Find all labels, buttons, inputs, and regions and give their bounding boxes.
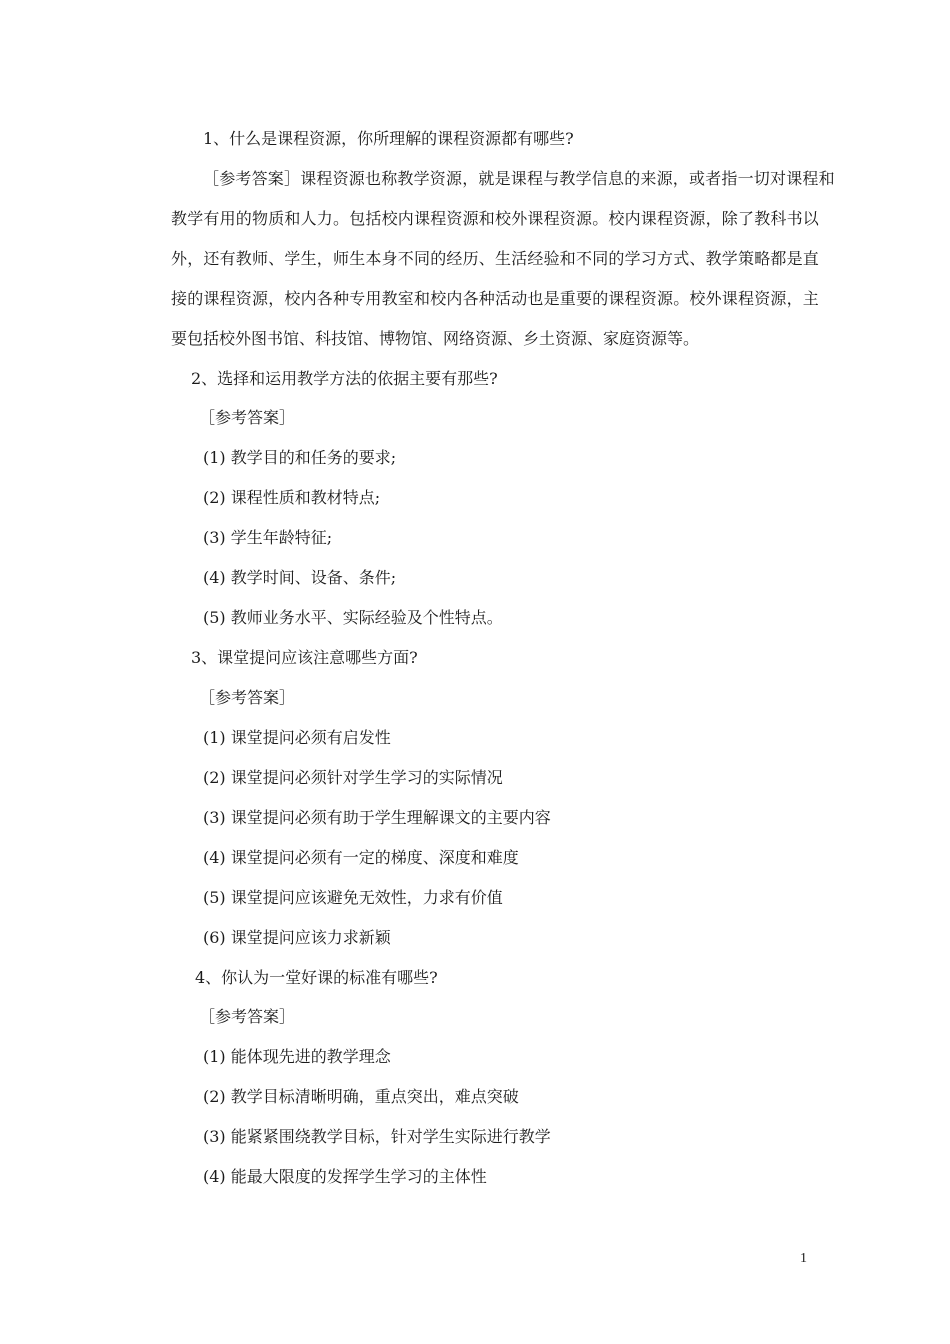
q4-answer-label: ［参考答案］ [199, 1007, 296, 1026]
page-number: 1 [800, 1251, 807, 1266]
q2-item-1: (1) 教学目的和任务的要求; [203, 448, 397, 467]
q2-item-3: (3) 学生年龄特征; [203, 528, 333, 547]
q4-question: 4、你认为一堂好课的标准有哪些? [195, 968, 438, 987]
q2-item-2: (2) 课程性质和教材特点; [203, 488, 381, 507]
q3-item-5: (5) 课堂提问应该避免无效性，力求有价值 [203, 888, 503, 907]
q1-answer-line-5: 要包括校外图书馆、科技馆、博物馆、网络资源、乡土资源、家庭资源等。 [171, 329, 700, 348]
q4-item-4: (4) 能最大限度的发挥学生学习的主体性 [203, 1167, 487, 1186]
q1-answer-line-2: 教学有用的物质和人力。包括校内课程资源和校外课程资源。校内课程资源，除了教科书以 [171, 209, 820, 228]
q1-answer-line-1: ［参考答案］课程资源也称教学资源，就是课程与教学信息的来源，或者指一切对课程和 [203, 169, 835, 188]
q1-question: 1、什么是课程资源，你所理解的课程资源都有哪些? [203, 129, 574, 148]
q2-item-5: (5) 教师业务水平、实际经验及个性特点。 [203, 608, 503, 627]
q3-question: 3、课堂提问应该注意哪些方面? [191, 648, 418, 667]
q1-answer-line-4: 接的课程资源，校内各种专用教室和校内各种活动也是重要的课程资源。校外课程资源，主 [171, 289, 820, 308]
q3-item-4: (4) 课堂提问必须有一定的梯度、深度和难度 [203, 848, 519, 867]
q3-item-1: (1) 课堂提问必须有启发性 [203, 728, 391, 747]
q3-item-2: (2) 课堂提问必须针对学生学习的实际情况 [203, 768, 503, 787]
q4-item-1: (1) 能体现先进的教学理念 [203, 1047, 391, 1066]
q2-answer-label: ［参考答案］ [199, 408, 296, 427]
q2-question: 2、选择和运用教学方法的依据主要有那些? [191, 369, 498, 388]
q4-item-3: (3) 能紧紧围绕教学目标，针对学生实际进行教学 [203, 1127, 551, 1146]
q3-item-3: (3) 课堂提问必须有助于学生理解课文的主要内容 [203, 808, 551, 827]
q4-item-2: (2) 教学目标清晰明确，重点突出，难点突破 [203, 1087, 519, 1106]
q3-answer-label: ［参考答案］ [199, 688, 296, 707]
q1-answer-line-3: 外，还有教师、学生，师生本身不同的经历、生活经验和不同的学习方式、教学策略都是直 [171, 249, 820, 268]
q3-item-6: (6) 课堂提问应该力求新颖 [203, 928, 391, 947]
q2-item-4: (4) 教学时间、设备、条件; [203, 568, 397, 587]
